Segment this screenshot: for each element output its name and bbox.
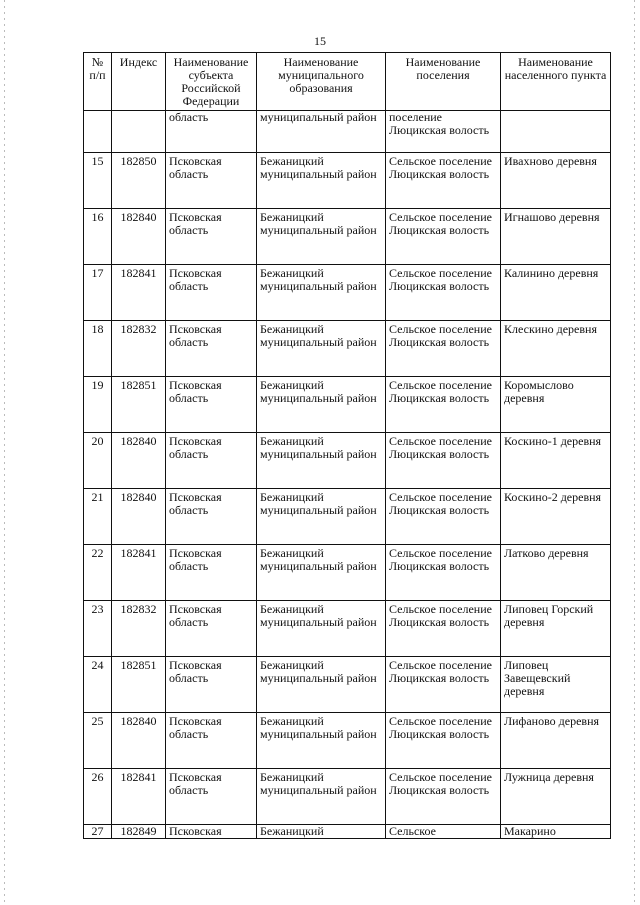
- cell-settlement: Сельское: [386, 825, 501, 839]
- cell-index: 182849: [112, 825, 166, 839]
- cell-settlement: Сельское поселение Люцикская волость: [386, 209, 501, 265]
- scan-edge-right: [634, 0, 635, 905]
- cell-settlement: Сельское поселение Люцикская волость: [386, 153, 501, 209]
- cell-num: 18: [84, 321, 112, 377]
- header-locality: Наименование населенного пункта: [501, 53, 611, 111]
- cell-num: 23: [84, 601, 112, 657]
- cell-municipality: Бежаницкий муниципальный район: [257, 209, 386, 265]
- cell-subject: Псковская область: [166, 657, 257, 713]
- cell-locality: Коромыслово деревня: [501, 377, 611, 433]
- cell-municipality: Бежаницкий муниципальный район: [257, 657, 386, 713]
- cell-locality: Лужница деревня: [501, 769, 611, 825]
- cell-subject: Псковская область: [166, 769, 257, 825]
- cell-subject: Псковская область: [166, 433, 257, 489]
- table-row: [84, 153, 611, 209]
- cell-municipality: муниципальный район: [257, 111, 386, 153]
- cell-index: 182840: [112, 713, 166, 769]
- header-settlement: Наименование поселения: [386, 53, 501, 111]
- cell-locality: Ивахново деревня: [501, 153, 611, 209]
- cell-subject: Псковская область: [166, 209, 257, 265]
- cell-settlement: Сельское поселение Люцикская волость: [386, 321, 501, 377]
- cell-subject: Псковская область: [166, 713, 257, 769]
- cell-locality: Игнашово деревня: [501, 209, 611, 265]
- cell-subject: Псковская область: [166, 489, 257, 545]
- cell-settlement: Сельское поселение Люцикская волость: [386, 657, 501, 713]
- table-body: [84, 111, 611, 839]
- table-row: [84, 489, 611, 545]
- cell-num: 26: [84, 769, 112, 825]
- cell-municipality: Бежаницкий муниципальный район: [257, 377, 386, 433]
- cell-settlement: Сельское поселение Люцикская волость: [386, 545, 501, 601]
- settlements-table: [83, 52, 611, 839]
- cell-locality: [501, 111, 611, 153]
- cell-subject: Псковская: [166, 825, 257, 839]
- page-number: 15: [314, 34, 326, 48]
- table-row: [84, 769, 611, 825]
- header-num: № п/п: [84, 53, 112, 111]
- table-row: [84, 433, 611, 489]
- header-index: Индекс: [112, 53, 166, 111]
- cell-num: 17: [84, 265, 112, 321]
- cell-locality: Макарино: [501, 825, 611, 839]
- cell-municipality: Бежаницкий муниципальный район: [257, 545, 386, 601]
- cell-settlement: Сельское поселение Люцикская волость: [386, 489, 501, 545]
- cell-locality: Калинино деревня: [501, 265, 611, 321]
- table-row: [84, 713, 611, 769]
- cell-num: 27: [84, 825, 112, 839]
- table-row: [84, 377, 611, 433]
- header-municipality: Наименование муниципального образования: [257, 53, 386, 111]
- cell-num: 25: [84, 713, 112, 769]
- scan-edge-left: [4, 0, 5, 905]
- cell-settlement: Сельское поселение Люцикская волость: [386, 601, 501, 657]
- cell-subject: Псковская область: [166, 153, 257, 209]
- cell-municipality: Бежаницкий: [257, 825, 386, 839]
- cell-num: 16: [84, 209, 112, 265]
- cell-municipality: Бежаницкий муниципальный район: [257, 769, 386, 825]
- cell-settlement: Сельское поселение Люцикская волость: [386, 713, 501, 769]
- cell-num: 19: [84, 377, 112, 433]
- cell-locality: Латково деревня: [501, 545, 611, 601]
- cell-municipality: Бежаницкий муниципальный район: [257, 601, 386, 657]
- cell-subject: Псковская область: [166, 377, 257, 433]
- cell-locality: Коскино-1 деревня: [501, 433, 611, 489]
- table-header-row: [84, 53, 611, 111]
- table-row: [84, 601, 611, 657]
- cell-index: 182832: [112, 321, 166, 377]
- cell-index: 182841: [112, 265, 166, 321]
- cell-settlement: Сельское поселение Люцикская волость: [386, 265, 501, 321]
- header-subject: Наименование субъекта Российской Федерации: [166, 53, 257, 111]
- cell-index: 182832: [112, 601, 166, 657]
- cell-num: 15: [84, 153, 112, 209]
- cell-index: 182841: [112, 769, 166, 825]
- table-row: [84, 321, 611, 377]
- cell-settlement: Сельское поселение Люцикская волость: [386, 769, 501, 825]
- table-row: [84, 209, 611, 265]
- cell-index: [112, 111, 166, 153]
- cell-municipality: Бежаницкий муниципальный район: [257, 153, 386, 209]
- cell-locality: Липовец Завещевский деревня: [501, 657, 611, 713]
- cell-index: 182840: [112, 433, 166, 489]
- cell-subject: Псковская область: [166, 545, 257, 601]
- cell-index: 182841: [112, 545, 166, 601]
- cell-num: [84, 111, 112, 153]
- table-row: [84, 825, 611, 839]
- table-row: [84, 657, 611, 713]
- cell-locality: Коскино-2 деревня: [501, 489, 611, 545]
- cell-num: 21: [84, 489, 112, 545]
- table-row: [84, 111, 611, 153]
- cell-settlement: Сельское поселение Люцикская волость: [386, 377, 501, 433]
- cell-subject: Псковская область: [166, 265, 257, 321]
- cell-settlement: Сельское поселение Люцикская волость: [386, 433, 501, 489]
- cell-num: 22: [84, 545, 112, 601]
- table-row: [84, 265, 611, 321]
- cell-locality: Клескино деревня: [501, 321, 611, 377]
- cell-index: 182851: [112, 657, 166, 713]
- cell-municipality: Бежаницкий муниципальный район: [257, 265, 386, 321]
- cell-subject: Псковская область: [166, 601, 257, 657]
- cell-num: 24: [84, 657, 112, 713]
- cell-index: 182840: [112, 489, 166, 545]
- table-row: [84, 545, 611, 601]
- cell-municipality: Бежаницкий муниципальный район: [257, 433, 386, 489]
- cell-settlement: поселение Люцикская волость: [386, 111, 501, 153]
- cell-index: 182840: [112, 209, 166, 265]
- cell-municipality: Бежаницкий муниципальный район: [257, 489, 386, 545]
- cell-num: 20: [84, 433, 112, 489]
- cell-index: 182850: [112, 153, 166, 209]
- cell-subject: Псковская область: [166, 321, 257, 377]
- cell-locality: Лифаново деревня: [501, 713, 611, 769]
- cell-municipality: Бежаницкий муниципальный район: [257, 713, 386, 769]
- cell-index: 182851: [112, 377, 166, 433]
- cell-locality: Липовец Горский деревня: [501, 601, 611, 657]
- cell-subject: область: [166, 111, 257, 153]
- cell-municipality: Бежаницкий муниципальный район: [257, 321, 386, 377]
